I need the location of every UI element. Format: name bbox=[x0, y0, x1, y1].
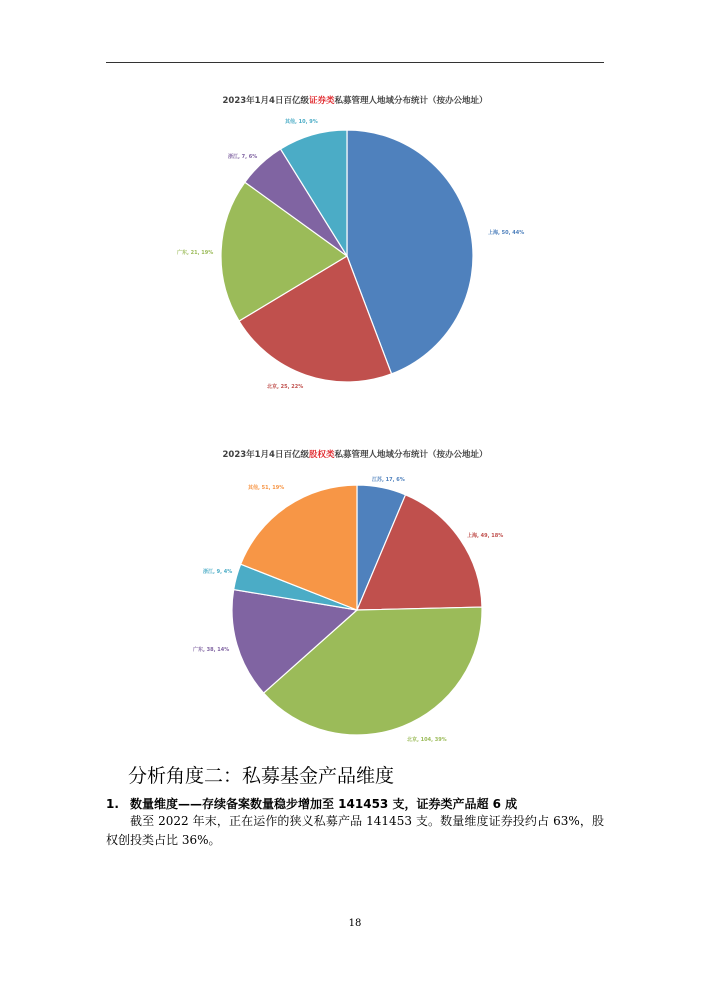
pie-data-label: 江苏, 17, 6% bbox=[372, 477, 405, 483]
pie-chart-equity bbox=[0, 460, 710, 760]
pie-data-label: 浙江, 7, 6% bbox=[228, 154, 258, 160]
pie-data-label: 上海, 50, 44% bbox=[488, 230, 525, 236]
pie-data-label: 广东, 38, 14% bbox=[193, 647, 230, 653]
sub-heading-text: 数量维度——存续备案数量稳步增加至 141453 支，证券类产品超 6 成 bbox=[130, 797, 518, 811]
header-rule bbox=[106, 62, 604, 63]
chart-1-title: 2023年1月4日百亿级证券类私募管理人地域分布统计（按办公地址） bbox=[222, 96, 488, 106]
pie-data-label: 上海, 49, 18% bbox=[467, 533, 504, 539]
page-number: 18 bbox=[348, 918, 362, 929]
pie-data-label: 北京, 104, 39% bbox=[407, 737, 447, 743]
pie-chart-securities bbox=[0, 100, 710, 400]
sub-heading-number: 1. bbox=[106, 797, 119, 811]
pie-data-label: 其他, 10, 9% bbox=[285, 119, 318, 125]
body-paragraph: 截至 2022 年末，正在运作的狭义私募产品 141453 支。数量维度证券投约占 63%，股权创投类占比 36%。 bbox=[106, 814, 604, 847]
pie-data-label: 广东, 21, 19% bbox=[177, 250, 214, 256]
section-heading: 分析角度二：私募基金产品维度 bbox=[128, 765, 395, 787]
pie-data-label: 浙江, 9, 4% bbox=[203, 569, 233, 575]
sub-heading bbox=[106, 795, 517, 812]
chart-2-title: 2023年1月4日百亿级股权类私募管理人地域分布统计（按办公地址） bbox=[222, 450, 488, 460]
pie-data-label: 其他, 51, 19% bbox=[248, 485, 285, 491]
pie-data-label: 北京, 25, 22% bbox=[267, 384, 304, 390]
